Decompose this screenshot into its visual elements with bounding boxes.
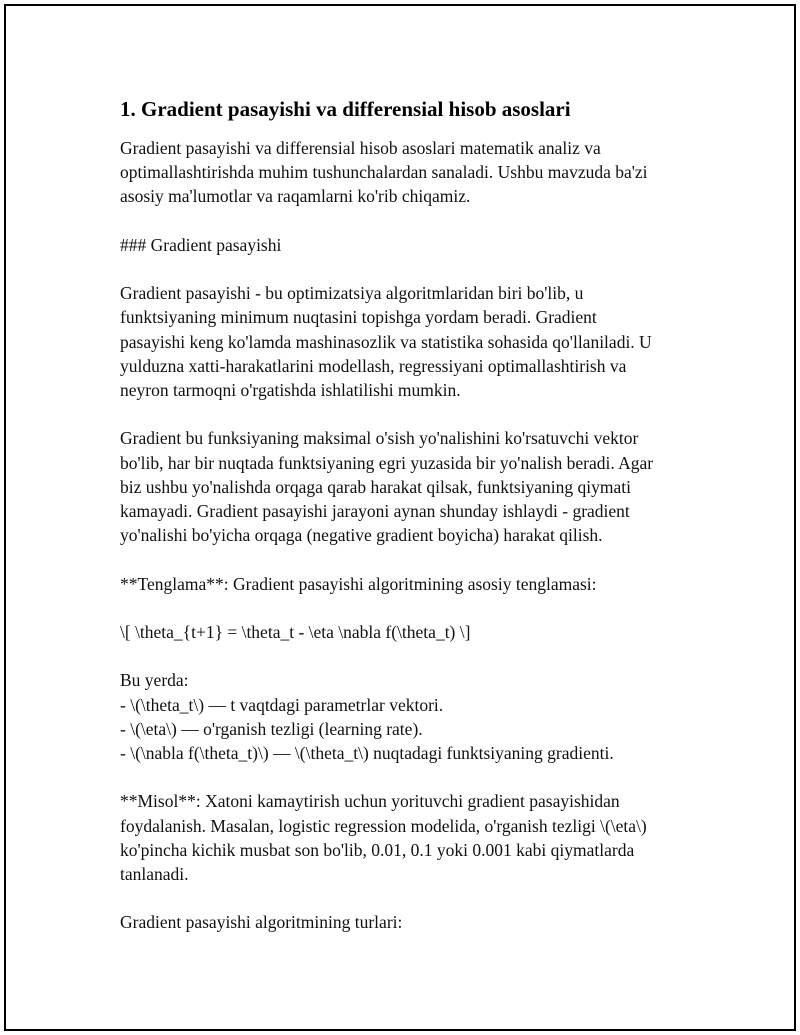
text-line: pasayishi keng ko'lamda mashinasozlik va statistika sohasida qo'llaniladi. U [120, 331, 652, 352]
text-line: - \(\nabla f(\theta_t)\) — \(\theta_t\) nuqtadagi funktsiyaning gradienti. [120, 742, 614, 763]
page-frame [4, 4, 796, 1031]
closing-paragraph [120, 910, 700, 934]
text-line: funktsiyaning minimum nuqtasini topishga yordam beradi. Gradient [120, 307, 597, 328]
text-line: optimallashtirishda muhim tushunchalardan sanaladi. Ushbu mavzuda ba'zi [120, 162, 648, 183]
text-line: - \(\eta\) — o'rganish tezligi (learning rate). [120, 718, 423, 739]
text-line: foydalanish. Masalan, logistic regression modelida, o'rganish tezligi \(\eta\) [120, 815, 647, 836]
equation [120, 620, 700, 644]
intro-paragraph [120, 136, 700, 209]
text-line: - \(\theta_t\) — t vaqtdagi parametrlar vektori. [120, 694, 444, 715]
example-paragraph [120, 789, 700, 886]
text-line: tanlanadi. [120, 863, 189, 884]
text-line: biz ushbu yo'nalishda orqaga qarab harakat qilsak, funktsiyaning qiymati [120, 476, 632, 497]
definition-paragraph [120, 281, 700, 402]
text-line: Gradient pasayishi algoritmining turlari: [120, 912, 403, 933]
text-line: **Tenglama**: Gradient pasayishi algoritmining asosiy tenglamasi: [120, 573, 597, 594]
text-line: kamayadi. Gradient pasayishi jarayoni aynan shunday ishlaydi - gradient [120, 501, 630, 521]
text-line: **Misol**: Xatoni kamaytirish uchun yorituvchi gradient pasayishidan [120, 791, 620, 812]
text-line: \[ \theta_{t+1} = \theta_t - \eta \nabla f(\theta_t) \] [120, 621, 471, 642]
text-line: neyron tarmoqni o'rgatishda ishlatilishi mumkin. [120, 380, 461, 400]
text-line: Gradient pasayishi - bu optimizatsiya algoritmlaridan biri bo'lib, u [120, 283, 584, 304]
text-line: bo'lib, har bir nuqtada funktsiyaning egri yuzasida bir yo'nalish beradi. Agar [120, 452, 654, 473]
text-line: ko'pincha kichik musbat son bo'lib, 0.01, 0.1 yoki 0.001 kabi qiymatlarda [120, 839, 635, 860]
equation-intro [120, 572, 700, 596]
subheading [120, 233, 700, 257]
document-body [120, 94, 700, 959]
section-heading: 1. Gradient pasayishi va differensial hisob asoslari [120, 97, 571, 121]
gradient-paragraph [120, 426, 700, 547]
text-line: Gradient pasayishi va differensial hisob asoslari matematik analiz va [120, 138, 601, 158]
text-line: asosiy ma'lumotlar va raqamlarni ko'rib chiqamiz. [120, 186, 471, 207]
where-block [120, 668, 700, 765]
text-line: Bu yerda: [120, 670, 189, 691]
text-line: ### Gradient pasayishi [120, 234, 282, 255]
text-line: yo'nalishi bo'yicha orqaga (negative gradient boyicha) harakat qilish. [120, 525, 603, 546]
text-line: Gradient bu funksiyaning maksimal o'sish yo'nalishini ko'rsatuvchi vektor [120, 428, 639, 449]
text-line: yulduzna xatti-harakatlarini modellash, regressiyani optimallashtirish va [120, 355, 627, 376]
